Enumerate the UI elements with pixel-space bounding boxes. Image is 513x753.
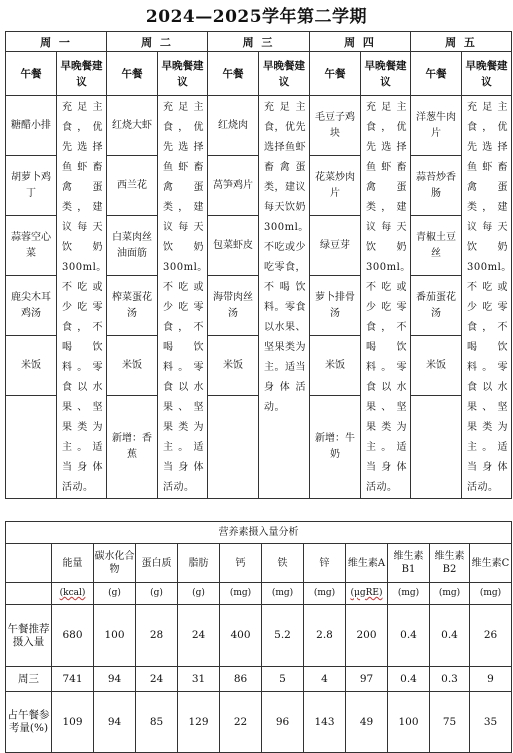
- unit-cell: (g): [178, 583, 220, 605]
- weekly-menu-table: [5, 31, 512, 499]
- dish-mon-6: [6, 396, 57, 499]
- meal-suggestion-tue: 充足主食，优先选择鱼虾畜禽蛋类，建议每天饮奶300ml。不吃或少吃零食，不喝饮料。零食以水果、坚果类为主。适当身体活动。: [158, 96, 208, 499]
- nutrient-header: 维生素B2: [430, 544, 470, 583]
- row-label: 周三: [6, 667, 52, 692]
- dish-wed-5: 米饭: [208, 336, 259, 396]
- dish-thu-1: 毛豆子鸡块: [310, 96, 361, 156]
- value-cell: 5.2: [262, 605, 304, 667]
- value-cell: 85: [136, 692, 178, 753]
- value-cell: 741: [52, 667, 94, 692]
- nutrient-header: 蛋白质: [136, 544, 178, 583]
- dish-tue-3: 白菜肉丝油面筋: [107, 216, 158, 276]
- nutrient-header: 维生素C: [470, 544, 512, 583]
- value-cell: 28: [136, 605, 178, 667]
- value-cell: 100: [94, 605, 136, 667]
- value-cell: 100: [388, 692, 430, 753]
- dish-thu-4: 萝卜排骨汤: [310, 276, 361, 336]
- meal-suggestion-mon: 充足主食，优先选择鱼虾畜禽蛋类，建议每天饮奶300ml。不吃或少吃零食，不喝饮料。零食以水果、坚果类为主。适当身体活动。: [57, 96, 107, 499]
- unit-cell: (mg): [430, 583, 470, 605]
- nutrition-table: [5, 521, 512, 753]
- dish-tue-5: 米饭: [107, 336, 158, 396]
- suggestion-header: 早晚餐建议: [462, 52, 512, 96]
- suggestion-header: 早晚餐建议: [158, 52, 208, 96]
- dish-wed-3: 包菜虾皮: [208, 216, 259, 276]
- value-cell: 680: [52, 605, 94, 667]
- value-cell: 5: [262, 667, 304, 692]
- nutrition-caption: 营养素摄入量分析: [6, 522, 512, 544]
- corner-cell: [6, 544, 52, 583]
- dish-tue-1: 红烧大虾: [107, 96, 158, 156]
- lunch-header: 午餐: [411, 52, 462, 96]
- lunch-header: 午餐: [107, 52, 158, 96]
- suggestion-header: 早晚餐建议: [259, 52, 310, 96]
- dish-wed-1: 红烧肉: [208, 96, 259, 156]
- dish-wed-2: 莴笋鸡片: [208, 156, 259, 216]
- nutrient-header: 铁: [262, 544, 304, 583]
- value-cell: 109: [52, 692, 94, 753]
- value-cell: 86: [220, 667, 262, 692]
- value-cell: 35: [470, 692, 512, 753]
- nutrient-header: 碳水化合物: [94, 544, 136, 583]
- value-cell: 49: [346, 692, 388, 753]
- value-cell: 96: [262, 692, 304, 753]
- dish-thu-3: 绿豆芽: [310, 216, 361, 276]
- dish-fri-2: 蒜苔炒香肠: [411, 156, 462, 216]
- meal-suggestion-fri: 充足主食，优先选择鱼虾畜禽蛋类，建议每天饮奶300ml。不吃或少吃零食，不喝饮料。零食以水果、坚果类为主。适当身体活动。: [462, 96, 512, 499]
- unit-cell: (μgRE): [346, 583, 388, 605]
- meal-suggestion-thu: 充足主食，优先选择鱼虾畜禽蛋类，建议每天饮奶300ml。不吃或少吃零食，不喝饮料。零食以水果、坚果类为主。适当身体活动。: [361, 96, 411, 499]
- value-cell: 2.8: [304, 605, 346, 667]
- dish-tue-4: 榨菜蛋花汤: [107, 276, 158, 336]
- day-header-wed: 周 三: [208, 32, 310, 52]
- dish-fri-3: 青椒土豆丝: [411, 216, 462, 276]
- day-header-fri: 周 五: [411, 32, 512, 52]
- value-cell: 24: [178, 605, 220, 667]
- dish-tue-6: 新增：香蕉: [107, 396, 158, 499]
- nutrient-header: 脂肪: [178, 544, 220, 583]
- value-cell: 97: [346, 667, 388, 692]
- value-cell: 0.3: [430, 667, 470, 692]
- dish-fri-4: 番茄蛋花汤: [411, 276, 462, 336]
- dish-fri-5: 米饭: [411, 336, 462, 396]
- value-cell: 94: [94, 692, 136, 753]
- lunch-header: 午餐: [310, 52, 361, 96]
- unit-cell: (mg): [388, 583, 430, 605]
- nutrient-header: 维生素B1: [388, 544, 430, 583]
- value-cell: 9: [470, 667, 512, 692]
- dish-tue-2: 西兰花: [107, 156, 158, 216]
- unit-cell: (mg): [262, 583, 304, 605]
- dish-wed-4: 海带肉丝汤: [208, 276, 259, 336]
- suggestion-header: 早晚餐建议: [57, 52, 107, 96]
- unit-cell: (kcal): [52, 583, 94, 605]
- lunch-header: 午餐: [208, 52, 259, 96]
- nutrient-header: 维生素A: [346, 544, 388, 583]
- value-cell: 0.4: [430, 605, 470, 667]
- unit-cell: (mg): [220, 583, 262, 605]
- day-header-thu: 周 四: [310, 32, 411, 52]
- dish-mon-3: 蒜蓉空心菜: [6, 216, 57, 276]
- dish-mon-4: 鹿尖木耳鸡汤: [6, 276, 57, 336]
- row-label: 占午餐参考量(%): [6, 692, 52, 753]
- lunch-header: 午餐: [6, 52, 57, 96]
- value-cell: 4: [304, 667, 346, 692]
- dish-wed-6: [208, 396, 259, 499]
- value-cell: 143: [304, 692, 346, 753]
- unit-corner: [6, 583, 52, 605]
- dish-thu-2: 花菜炒肉片: [310, 156, 361, 216]
- value-cell: 400: [220, 605, 262, 667]
- suggestion-header: 早晚餐建议: [361, 52, 411, 96]
- nutrient-header: 钙: [220, 544, 262, 583]
- value-cell: 200: [346, 605, 388, 667]
- meal-suggestion-wed: 充足主食，优先选择鱼虾畜禽蛋类，建议每天饮奶300ml。不吃或少吃零食，不喝饮料。零食以水果、坚果类为主。适当身体活动。: [259, 96, 310, 499]
- dish-mon-2: 胡萝卜鸡丁: [6, 156, 57, 216]
- nutrient-header: 能量: [52, 544, 94, 583]
- nutrient-header: 锌: [304, 544, 346, 583]
- value-cell: 24: [136, 667, 178, 692]
- dish-fri-6: [411, 396, 462, 499]
- unit-cell: (mg): [304, 583, 346, 605]
- unit-cell: (g): [94, 583, 136, 605]
- value-cell: 75: [430, 692, 470, 753]
- unit-cell: (g): [136, 583, 178, 605]
- unit-cell: (mg): [470, 583, 512, 605]
- day-header-tue: 周 二: [107, 32, 208, 52]
- dish-thu-5: 米饭: [310, 336, 361, 396]
- dish-mon-1: 糖醋小排: [6, 96, 57, 156]
- value-cell: 26: [470, 605, 512, 667]
- value-cell: 31: [178, 667, 220, 692]
- value-cell: 22: [220, 692, 262, 753]
- value-cell: 94: [94, 667, 136, 692]
- value-cell: 0.4: [388, 667, 430, 692]
- value-cell: 129: [178, 692, 220, 753]
- dish-fri-1: 洋葱牛肉片: [411, 96, 462, 156]
- dish-thu-6: 新增：牛奶: [310, 396, 361, 499]
- dish-mon-5: 米饭: [6, 336, 57, 396]
- value-cell: 0.4: [388, 605, 430, 667]
- row-label: 午餐推荐摄入量: [6, 605, 52, 667]
- day-header-mon: 周 一: [6, 32, 107, 52]
- page-title: 2024—2025学年第二学期: [145, 7, 368, 27]
